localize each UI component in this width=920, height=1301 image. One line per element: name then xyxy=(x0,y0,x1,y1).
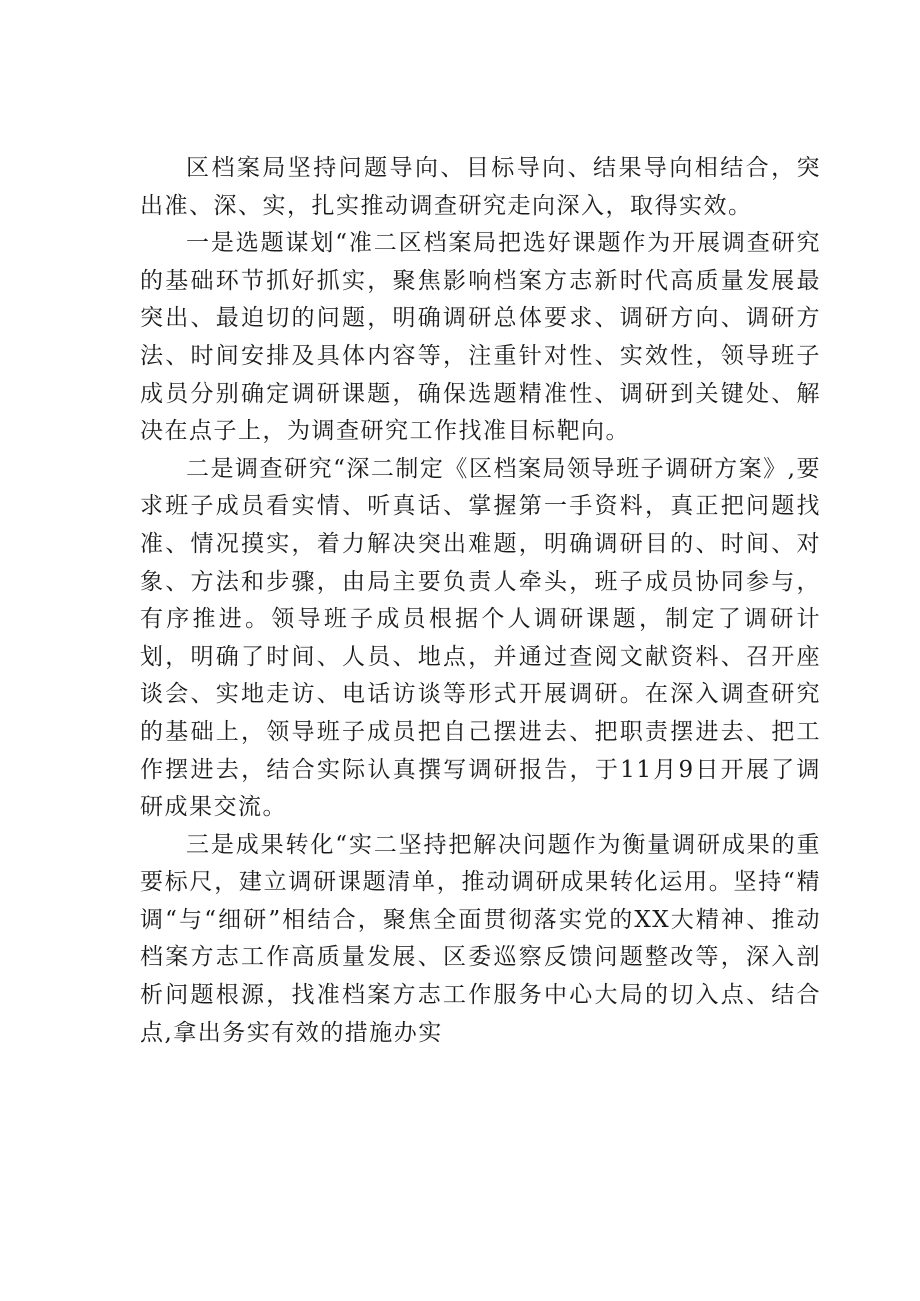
paragraph-investigation: 二是调查研究“深二制定《区档案局领导班子调研方案》,要求班子成员看实情、听真话、掌握第一手资料，真正把问题找准、情况摸实，着力解决突出难题，明确调研目的、时间、对象、方法和步骤，由局主要负责人牵头，班子成员协同参与，有序推进。领导班子成员根据个人调研课题，制定了调研计划，明确了时间、人员、地点，并通过查阅文献资料、召开座谈会、实地走访、电话访谈等形式开展调研。在深入调查研究的基础上，领导班子成员把自己摆进去、把职责摆进去、把工作摆进去，结合实际认真撰写调研报告，于11月9日开展了调研成果交流。 xyxy=(140,455,821,821)
paragraph-result-conversion: 三是成果转化“实二坚持把解决问题作为衡量调研成果的重要标尺，建立调研课题清单，推动调研成果转化运用。坚持“精调“与“细研”相结合，聚焦全面贯彻落实党的XX大精神、推动档案方志工作高质量发展、区委巡察反馈问题整改等，深入剖析问题根源，找准档案方志工作服务中心大局的切入点、结合点,拿出务实有效的措施办实 xyxy=(140,831,821,1046)
paragraph-intro: 区档案局坚持问题导向、目标导向、结果导向相结合，突出准、深、实，扎实推动调查研究走向深入，取得实效。 xyxy=(140,155,821,219)
paragraph-topic-selection: 一是选题谋划“准二区档案局把选好课题作为开展调查研究的基础环节抓好抓实，聚焦影响档案方志新时代高质量发展最突出、最迫切的问题，明确调研总体要求、调研方向、调研方法、时间安排及具体内容等，注重针对性、实效性，领导班子成员分别确定调研课题，确保选题精准性、调研到关键处、解决在点子上，为调查研究工作找准目标靶向。 xyxy=(140,230,821,445)
document-body xyxy=(140,150,821,1052)
